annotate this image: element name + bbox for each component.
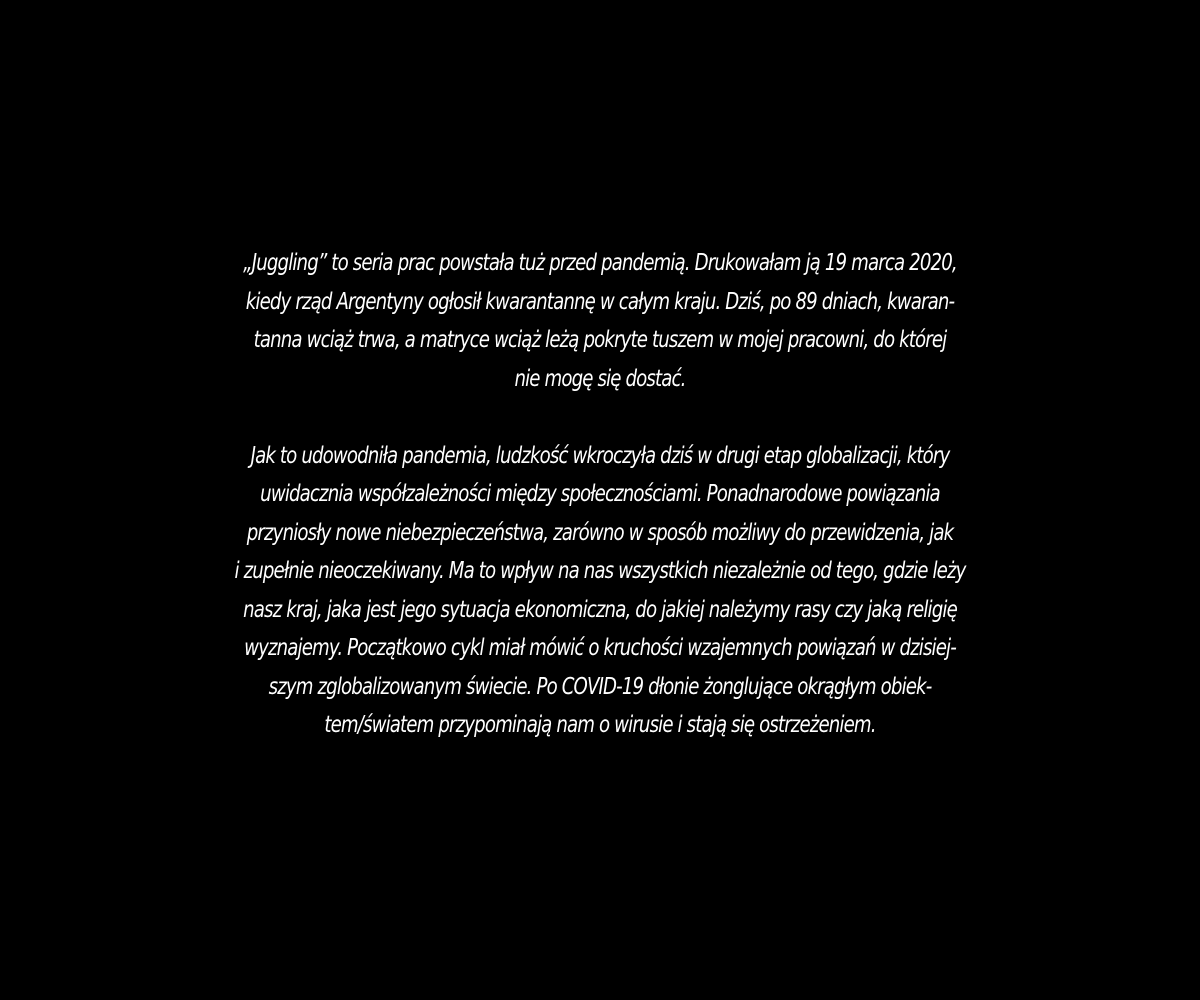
- text-line: nasz kraj, jaka jest jego sytuacja ekonomiczna, do jakiej należymy rasy czy jaką religię: [243, 596, 957, 623]
- text-line: i zupełnie nieoczekiwany. Ma to wpływ na nas wszystkich niezależnie od tego, gdzie leży: [234, 558, 966, 584]
- text-line: przyniosły nowe niebezpieczeństwa, zarówno w sposób możliwy do przewidzenia, jak: [246, 519, 954, 546]
- text-line: „Juggling” to seria prac powstała tuż przed pandemią. Drukowałam ją 19 marca 2020,: [243, 250, 957, 276]
- paragraph-gap: [189, 398, 1011, 437]
- text-line: kiedy rząd Argentyny ogłosił kwarantannę w całym kraju. Dziś, po 89 dniach, kwaran-: [245, 288, 955, 315]
- text-line: Jak to udowodniła pandemia, ludzkość wkroczyła dziś w drugi etap globalizacji, który: [250, 442, 950, 469]
- text-line: uwidacznia współzależności między społecznościami. Ponadnarodowe powiązania: [260, 481, 940, 507]
- text-line: tanna wciąż trwa, a matryce wciąż leżą pokryte tuszem w mojej pracowni, do której: [253, 327, 947, 353]
- text-line: wyznajemy. Początkowo cykl miał mówić o kruchości wzajemnych powiązań w dzisiej-: [244, 635, 956, 661]
- text-line: tem/światem przypominają nam o wirusie i stają się ostrzeżeniem.: [324, 712, 876, 738]
- text-line: nie mogę się dostać.: [514, 365, 686, 392]
- text-block: [189, 244, 1011, 745]
- paragraph-2: [189, 437, 1011, 745]
- text-line: szym zglobalizowanym świecie. Po COVID-19 dłonie żonglujące okrągłym obiek-: [268, 673, 932, 700]
- paragraph-1: [189, 244, 1011, 398]
